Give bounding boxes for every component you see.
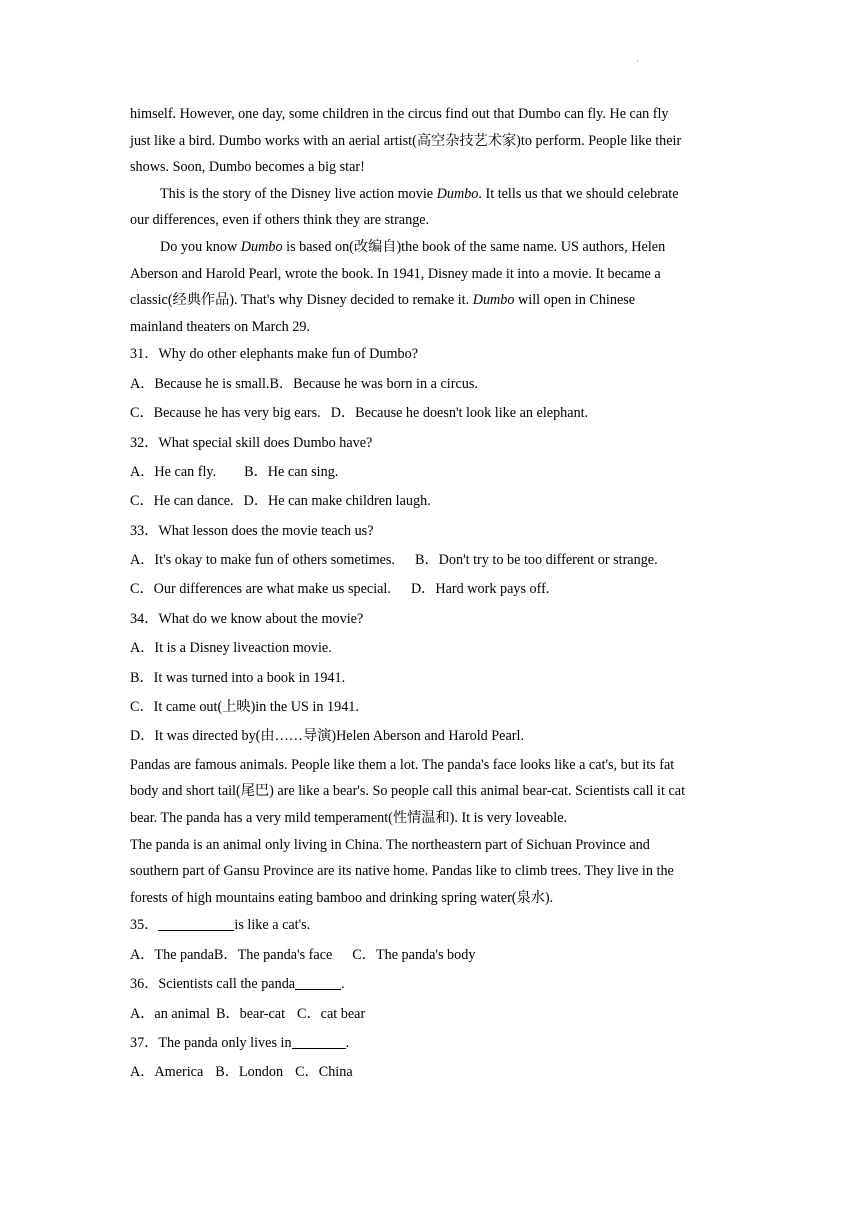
questions-panda	[130, 911, 730, 1087]
option-d: D．He can make children laugh.	[243, 493, 431, 510]
answer-blank	[158, 915, 234, 931]
answer-blank	[295, 974, 341, 990]
movie-title-italic: Dumbo	[240, 238, 283, 255]
options-row	[130, 941, 730, 970]
question-text: 37．The panda only lives in	[130, 1034, 292, 1051]
passage-line: body and short tail(尾巴) are like a bear's. So people call this animal bear-cat. Scientists call it cat	[130, 783, 686, 800]
questions-dumbo	[130, 340, 730, 751]
options-row	[130, 546, 730, 575]
options-row	[130, 458, 730, 487]
answer-blank	[292, 1033, 346, 1049]
passage-line: forests of high mountains eating bamboo and drinking spring water(泉水).	[130, 889, 554, 906]
option-b: B．The panda's face	[213, 946, 333, 963]
options-row	[130, 575, 730, 604]
passage-panda	[130, 752, 730, 912]
passage-line: bear. The panda has a very mild temperament(性情温和). It is very loveable.	[130, 810, 568, 826]
text-run: is based on(改编自)the book of the same name. US authors, Helen	[282, 238, 666, 255]
options-row	[130, 399, 730, 428]
question-37	[130, 1029, 730, 1058]
option-c: C．Our differences are what make us special.	[130, 581, 391, 598]
passage-line: southern part of Gansu Province are its native home. Pandas like to climb trees. They live in the	[130, 863, 674, 880]
option-c: C．The panda's body	[352, 946, 476, 963]
passage-line: himself. However, one day, some children in the circus find out that Dumbo can fly. He can fly	[130, 106, 669, 122]
option-b: B．He can sing.	[244, 463, 339, 480]
passage-line: Pandas are famous animals. People like them a lot. The panda's face looks like a cat's, but its fat	[130, 756, 675, 773]
option-c: C．Because he has very big ears.	[130, 405, 321, 422]
option-a: A．The panda	[130, 946, 214, 963]
passage-line	[130, 234, 730, 261]
text-run: Do you know	[160, 238, 241, 255]
question-text: .	[341, 976, 345, 993]
question-34: 34．What do we know about the movie?	[130, 610, 364, 627]
text-run: will open in Chinese	[514, 292, 636, 309]
text-run: This is the story of the Disney live action movie	[160, 185, 437, 202]
question-35	[130, 911, 730, 940]
question-36	[130, 970, 730, 999]
question-text: .	[345, 1034, 350, 1051]
option-d: D．It was directed by(由……导演)Helen Aberson and Harold Pearl.	[130, 728, 524, 745]
movie-title-italic: Dumbo	[472, 292, 515, 309]
option-a: A．an animal	[130, 1005, 210, 1022]
passage-line: The panda is an animal only living in China. The northeastern part of Sichuan Province and	[130, 836, 650, 853]
option-b: B．Don't try to be too different or strange.	[414, 552, 658, 569]
text-run: . It tells us that we should celebrate	[478, 185, 679, 202]
option-b: B．It was turned into a book in 1941.	[130, 669, 346, 686]
options-row	[130, 487, 730, 516]
options-row	[130, 1000, 730, 1029]
passage-line: our differences, even if others think they are strange.	[130, 212, 430, 229]
option-c: C．It came out(上映)in the US in 1941.	[130, 699, 359, 716]
option-c: C．China	[295, 1064, 353, 1081]
option-a: A．Because he is small.	[130, 375, 270, 392]
question-text: is like a cat's.	[234, 917, 311, 934]
options-row	[130, 1058, 730, 1087]
movie-title-italic: Dumbo	[436, 185, 479, 202]
option-b: B．Because he was born in a circus.	[269, 375, 478, 392]
document-body	[130, 101, 730, 1088]
option-c: C．He can dance.	[130, 493, 234, 510]
passage-line	[130, 287, 730, 314]
option-a: A．It is a Disney liveaction movie.	[130, 640, 332, 657]
passage-line: just like a bird. Dumbo works with an aerial artist(高空杂技艺术家)to perform. People like their	[130, 132, 682, 149]
option-a: A．It's okay to make fun of others sometimes.	[130, 552, 395, 569]
question-text: 36．Scientists call the panda	[130, 976, 296, 993]
options-row	[130, 370, 730, 399]
passage-line: mainland theaters on March 29.	[130, 318, 311, 335]
option-b: B．bear-cat	[215, 1005, 286, 1022]
option-a: A．America	[130, 1064, 204, 1081]
text-run: classic(经典作品). That's why Disney decided to remake it.	[130, 292, 473, 309]
option-c: C．cat bear	[297, 1005, 366, 1022]
option-d: D．Because he doesn't look like an elephant.	[330, 405, 589, 422]
passage-line: Aberson and Harold Pearl, wrote the book. In 1941, Disney made it into a movie. It became a	[130, 265, 661, 282]
passage-line: shows. Soon, Dumbo becomes a big star!	[130, 159, 365, 176]
question-number: 35．	[130, 917, 159, 934]
passage-line	[130, 181, 730, 208]
option-d: D．Hard work pays off.	[410, 581, 550, 598]
option-b: B．London	[215, 1064, 284, 1081]
question-33: 33．What lesson does the movie teach us?	[130, 522, 374, 539]
header-mark: ·	[636, 56, 639, 66]
question-32: 32．What special skill does Dumbo have?	[130, 434, 373, 451]
question-31: 31．Why do other elephants make fun of Dumbo?	[130, 346, 419, 363]
passage-dumbo	[130, 101, 730, 340]
option-a: A．He can fly.	[130, 463, 217, 480]
